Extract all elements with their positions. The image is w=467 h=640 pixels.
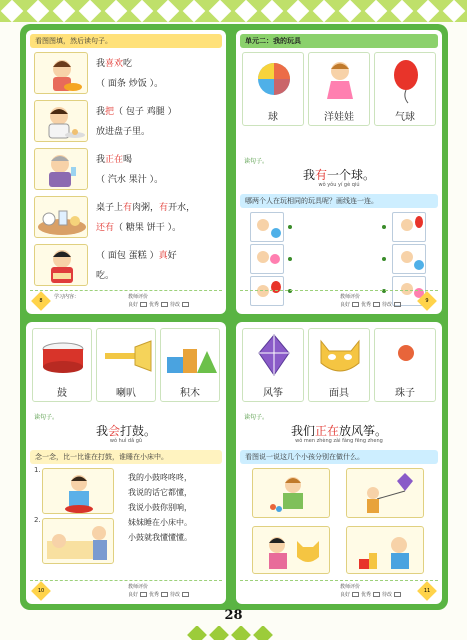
top-decorative-strip <box>0 0 467 22</box>
row-4-text-a: 桌子上 <box>96 203 124 213</box>
boy-with-plate-picture <box>34 100 88 142</box>
exercise-row-3 <box>34 148 220 192</box>
tile-mask <box>308 328 370 402</box>
girl-eating-picture <box>34 52 88 94</box>
sentence-p2: 我有一个球。 <box>302 168 376 182</box>
panel-2-footer <box>240 290 438 310</box>
page-badge-8: 8 <box>31 291 51 311</box>
tile-bead <box>374 328 436 402</box>
tile-trumpet-label: 喇叭 <box>116 388 136 399</box>
row-4-text-b: 肉粥， <box>132 203 160 213</box>
page-badge-11: 11 <box>417 581 437 601</box>
table-food-picture <box>34 196 88 238</box>
row-4-choices[interactable]: （ 糖果 饼干 ）。 <box>114 223 182 233</box>
poem-line-1: 我的小鼓咚咚咚， <box>128 473 192 482</box>
eval-boxes[interactable]: 良好 优秀 待改 <box>340 591 403 598</box>
tile-trumpet <box>96 328 156 402</box>
tile-kite-label: 风筝 <box>263 388 283 399</box>
row-4-keyword-2: 有 <box>159 203 169 213</box>
row-3-choices[interactable]: （ 汽水 果汁 ）。 <box>96 175 164 185</box>
row-1-choices[interactable]: （ 面条 炒饭 ）。 <box>96 79 164 89</box>
tile-blocks-label: 积木 <box>180 388 200 399</box>
boy-flying-kite-picture <box>346 468 424 518</box>
picture-number-1: 1. <box>34 466 41 474</box>
page-number: 28 <box>224 608 243 623</box>
row-1-text-b: 吃 <box>123 59 133 69</box>
sentence-p3-pinyin: wǒ huì dǎ gǔ <box>109 438 143 444</box>
tile-ball-label: 球 <box>268 112 278 123</box>
sentence-p4-pinyin: wǒ men zhèng zài fàng fēng zheng <box>295 438 383 444</box>
panel-1-instruction: 看图图填，然后读句子。 <box>30 34 222 48</box>
row-4-text-c: 开水， <box>168 203 196 213</box>
match-dot-left-1[interactable] <box>288 225 292 229</box>
row-2-keyword: 把 <box>105 107 115 117</box>
talk-instruction: 看图说一说这几个小孩分别在做什么。 <box>240 450 438 464</box>
exercise-row-4 <box>34 196 220 240</box>
unit-title: 单元二：我的玩具 <box>240 34 438 48</box>
row-4-keyword-1: 有 <box>123 203 133 213</box>
page-panel-3 <box>26 322 226 604</box>
poem-line-3: 我说小鼓你别响， <box>128 503 192 512</box>
tile-kite <box>242 328 304 402</box>
read-sentence-label: 读句子。 <box>244 414 269 421</box>
match-dot-right-1[interactable] <box>382 225 386 229</box>
poem-instruction: 念一念，比一比谁在打鼓，谁睡在小床中。 <box>30 450 222 464</box>
row-1-text-a: 我 <box>96 59 106 69</box>
poem-line-5: 小鼓就我懂懂懂。 <box>128 533 192 542</box>
girl-with-mask-picture <box>252 526 330 574</box>
match-dot-left-2[interactable] <box>288 257 292 261</box>
read-sentence-label: 读句子。 <box>34 414 59 421</box>
girl-stringing-beads-picture <box>252 468 330 518</box>
instrument-tiles <box>26 328 226 402</box>
match-left-1[interactable] <box>250 212 284 242</box>
eval-boxes[interactable]: 良好 优秀 待改 <box>128 591 191 598</box>
grandma-drinking-picture <box>34 148 88 190</box>
study-content-label: 学习内容： <box>54 294 80 300</box>
toy-tiles-2 <box>236 328 442 402</box>
panel-4-footer <box>240 580 438 600</box>
exercise-row-2 <box>34 100 220 144</box>
tile-balloon-label: 气球 <box>395 112 415 123</box>
row-3-text-b: 喝 <box>123 155 133 165</box>
row-5-keyword: 真 <box>158 251 168 261</box>
sentence-p4: 我们正在放风筝。 <box>290 424 388 438</box>
tile-doll <box>308 52 370 126</box>
poem-line-4: 妹妹睡在小床中。 <box>128 518 192 527</box>
row-5-choices[interactable]: （ 面包 蛋糕 ） <box>96 251 159 261</box>
tile-drum <box>32 328 92 402</box>
row-5-text-a: 好 <box>167 251 177 261</box>
row-2-choices[interactable]: （ 包子 鸡腿 ） <box>114 107 177 117</box>
tile-drum-label: 鼓 <box>57 388 67 399</box>
match-instruction: 哪两个人在玩相同的玩具呢？画线连一连。 <box>240 194 438 208</box>
match-right-2[interactable] <box>392 244 426 274</box>
tile-balloon <box>374 52 436 126</box>
row-5-text-b: 吃。 <box>96 271 115 281</box>
teacher-eval-label: 教师评价 <box>340 584 361 590</box>
bottom-decorative-strip <box>0 626 467 640</box>
match-right-1[interactable] <box>392 212 426 242</box>
tile-ball <box>242 52 304 126</box>
child-drumming-picture <box>42 468 114 514</box>
tile-mask-label: 面具 <box>329 388 349 399</box>
tile-doll-label: 洋娃娃 <box>324 112 354 123</box>
sentence-p3: 我会打鼓。 <box>95 424 157 438</box>
panel-3-footer <box>30 580 222 600</box>
poem <box>128 470 192 545</box>
match-dot-right-2[interactable] <box>382 257 386 261</box>
panel-1-footer <box>30 290 222 310</box>
teacher-eval-label: 教师评价 <box>128 294 149 300</box>
row-1-keyword: 喜欢 <box>105 59 124 69</box>
read-sentence-label: 读句子。 <box>244 158 269 165</box>
page-badge-10: 10 <box>31 581 51 601</box>
poem-line-2: 我说的话它都懂， <box>128 488 192 497</box>
girl-with-cake-picture <box>34 244 88 286</box>
toy-tiles <box>236 52 442 126</box>
sentence-p2-pinyin: wǒ yǒu yí gè qiú <box>318 182 360 188</box>
baby-sleeping-picture <box>42 518 114 564</box>
row-2-text-b: 放进盘子里。 <box>96 127 151 137</box>
child-playing-blocks-picture <box>346 526 424 574</box>
row-3-keyword: 正在 <box>105 155 124 165</box>
picture-number-2: 2. <box>34 516 41 524</box>
tile-bead-label: 珠子 <box>395 388 415 399</box>
exercise-row-1 <box>34 52 220 96</box>
row-3-text-a: 我 <box>96 155 106 165</box>
row-2-text-a: 我 <box>96 107 106 117</box>
teacher-eval-label: 教师评价 <box>128 584 149 590</box>
page-panel-2 <box>236 30 442 314</box>
page-panel-1 <box>26 30 226 314</box>
page-badge-9: 9 <box>417 291 437 311</box>
row-4-keyword-3: 还有 <box>96 223 115 233</box>
eval-boxes[interactable]: 良好 优秀 待改 <box>128 301 191 308</box>
page-panel-4 <box>236 322 442 604</box>
tile-blocks <box>160 328 220 402</box>
match-left-2[interactable] <box>250 244 284 274</box>
teacher-eval-label: 教师评价 <box>340 294 361 300</box>
eval-boxes[interactable]: 良好 优秀 待改 <box>340 301 403 308</box>
exercise-row-5 <box>34 244 220 288</box>
